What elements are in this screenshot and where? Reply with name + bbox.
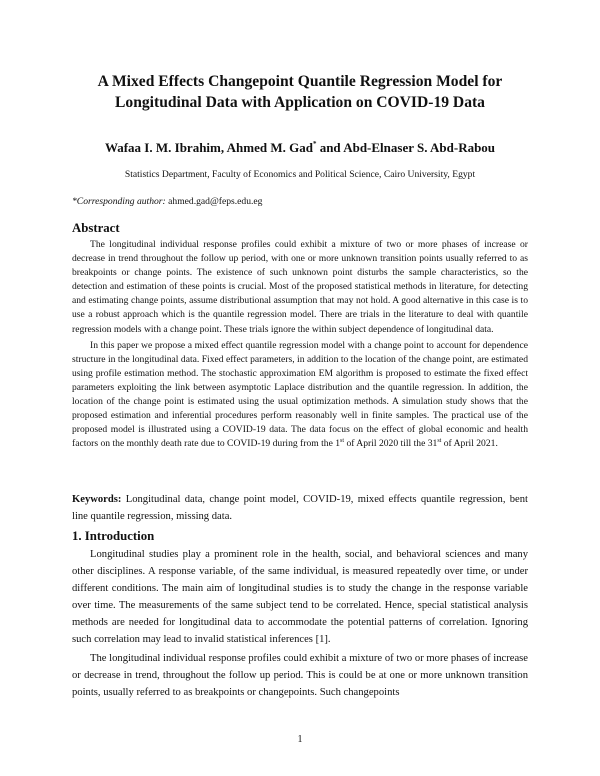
author-list — [40, 140, 560, 156]
corresponding-email[interactable]: ahmed.gad@feps.edu.eg — [165, 196, 263, 207]
page-number: 1 — [297, 734, 303, 745]
keywords-text: Longitudinal data, change point model, COVID-19, mixed effects quantile regression, bent line quantile regression, missing data. — [72, 494, 528, 522]
introduction-heading: 1. Introduction — [72, 529, 155, 543]
ordinal-st-1: st — [340, 438, 345, 445]
abstract-heading: Abstract — [72, 221, 120, 235]
corresponding-label: *Corresponding author: — [72, 196, 166, 207]
introduction-body — [72, 547, 528, 702]
keywords — [72, 491, 528, 525]
abstract-p2-mid: of April 2020 till the 31 — [344, 438, 438, 450]
abstract-paragraph-2 — [72, 339, 528, 452]
abstract-paragraph-1: The longitudinal individual response profiles could exhibit a mixture of two or more phases of increase or decrease in trend throughout the follow up period, with one or more unknown transition points usually referred to as breakpoints or change points. The existence of such unknown point disturbs the sample characteristics, so the detection and estimation of these points is crucial. Most of the proposed statistical methods in literature, for detecting and estimating change points, assume distributional assumption that may not hold. A good alternative in this case is to use a robust approach which is the quantile regression model. There are trials in the literature to deal with quantile regression models with a change point. These trials ignore the within subject dependence of longitudinal data. — [72, 239, 528, 335]
abstract-body — [72, 238, 528, 451]
intro-paragraph-1: Longitudinal studies play a prominent role in the health, social, and behavioral sciences and many other disciplines. A response variable, of the same individual, is measured repeatedly over time, or under different conditions. The main aim of longitudinal studies is to study the change in the response variable over time. The measurements of the same subject tend to be correlated. Hence, special statistical analysis methods are needed for longitudinal data to accommodate the potential patterns of correlation. Ignoring such correlation may lead to invalid statistical inferences [1]. — [72, 549, 528, 645]
corresponding-mark: * — [312, 140, 317, 148]
abstract-p2-main: In this paper we propose a mixed effect quantile regression model with a change point to account for dependence structure in the longitudinal data. Fixed effect parameters, in addition to the location of the change point, are estimated using profile estimation method. The stochastic approximation EM algorithm is proposed to estimate the fixed effect parameters exploiting the link between asymptotic Laplace distribution and the quantile regression. In addition, the location of the change point is estimated using the usual optimization methods. A simulation study shows that the proposed estimation and inferential procedures perform reasonably well in finite samples. The practical use of the proposed model is illustrated using a COVID-19 data. The data focus on the effect of global economic and health factors on the monthly death rate due to COVID-19 during from the 1 — [72, 339, 528, 450]
paper-title — [60, 71, 540, 113]
affiliation: Statistics Department, Faculty of Economics and Political Science, Cairo University, Egypt — [124, 169, 476, 180]
intro-paragraph-2: The longitudinal individual response profiles could exhibit a mixture of two or more phases of increase or decrease in trend, throughout the follow up period. This is could be at one or more unknown transition points, usually referred to as breakpoints or changepoints. Such changepoints — [72, 653, 528, 699]
abstract-p2-end: of April 2021. — [441, 438, 498, 450]
authors-part-1: Wafaa I. M. Ibrahim, Ahmed M. Gad — [104, 140, 313, 155]
keywords-label: Keywords: — [72, 494, 122, 505]
ordinal-st-2: st — [437, 438, 442, 445]
authors-part-2: and Abd-Elnaser S. Abd-Rabou — [316, 140, 496, 155]
corresponding-author — [72, 196, 262, 207]
title-line-1: A Mixed Effects Changepoint Quantile Regression Model for — [97, 73, 503, 90]
title-line-2: Longitudinal Data with Application on COVID-19 Data — [115, 94, 485, 111]
